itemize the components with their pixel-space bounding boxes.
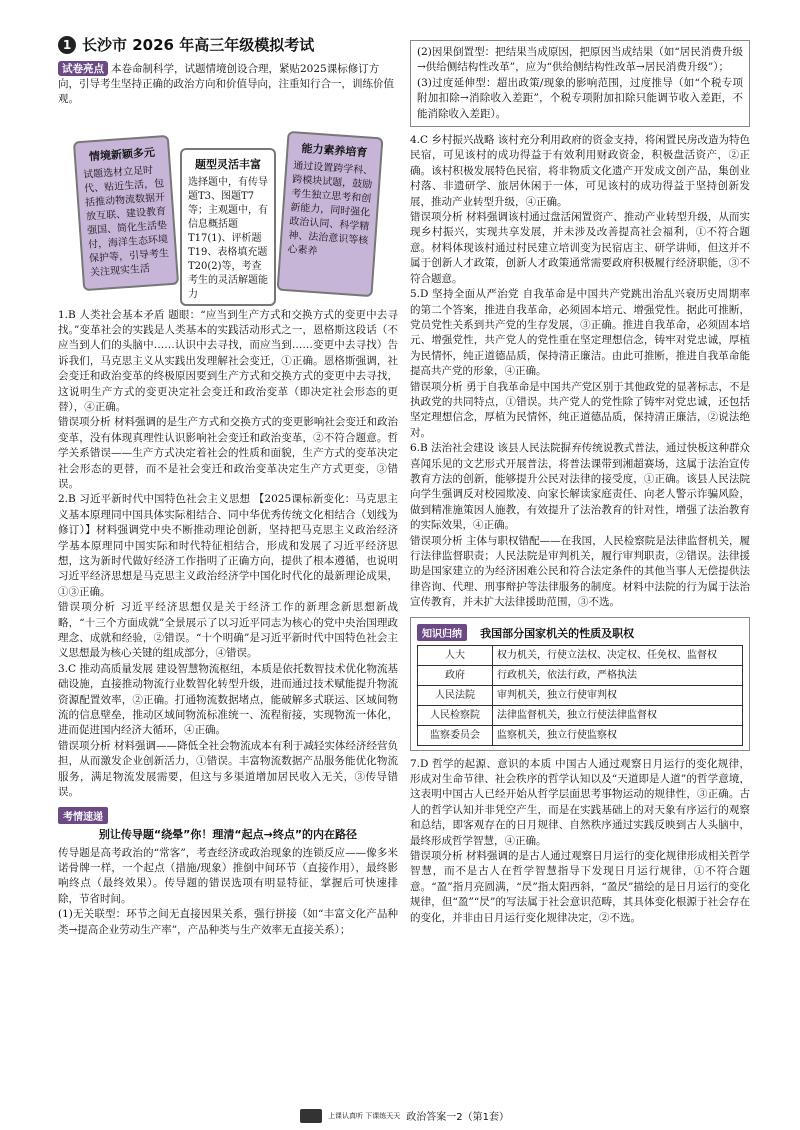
answer-7-error-analysis: 错误项分析 材料强调的是古人通过观察日月运行的变化规律形成相关哲学智慧，而不是古人在哲学智慧指导下发现日月运行规律，①不符合题意。“盈”指月亮圆满，“昃”指太阳西斜，“盈昃”描绘的是日月运行的变化规律，但“盈”“昃”的写法属于社会意识范畴，其具体变化根源于社会存在的变化，并非由日月运行变化规律决定，②不选。 bbox=[410, 850, 750, 924]
card-body: 通过设置跨学科、跨模块试题，鼓励考生独立思考和创新能力，同时强化政治认同、科学精神、法治意识等核心素养 bbox=[287, 159, 374, 257]
table-row bbox=[418, 645, 743, 665]
feature-card bbox=[180, 148, 276, 306]
card-body: 试题选材立足时代、贴近生活，包括推动物流数据开放互联、建设教育强国、简化生活垫付，海洋生态环境保护等，引导考生关注现实生活 bbox=[82, 164, 170, 279]
exam-title: 长沙市 2026 年高三年级模拟考试 bbox=[82, 36, 315, 54]
table-cell: 审判机关，独立行使审判权 bbox=[493, 685, 743, 705]
feature-cards bbox=[58, 118, 398, 308]
speed-tag: 考情速递 bbox=[58, 807, 108, 824]
answer-2-error-analysis: 错误项分析 习近平经济思想仅是关于经济工作的新理念新思想新战略，“十三个方面成就”全景展示了以习近平同志为核心的党中央治国理政理念、成就和经验，②错误。“十个明确”是习近平新时代中国特色社会主义思想最为核心关键的组成部分，④错误。 bbox=[58, 601, 398, 660]
answer-7: 7.D 哲学的起源、意识的本质 中国古人通过观察日月运行的变化规律，形成对生命节律、社会秩序的哲学认知以及“天道即是人道”的哲学意境，这表明中国古人已经开始从哲学层面思考事物运动的规律性，③正确。古人的哲学认知并非凭空产生，而是在实践基础上的对天象有序运行的观察和总结，即客观存在的日月规律、自然秩序通过实践反映到古人头脑中，最终形成哲学智慧，④正确。 bbox=[410, 757, 750, 847]
table-row bbox=[418, 705, 743, 725]
answer-6-error-analysis: 错误项分析 主体与职权错配——在我国，人民检察院是法律监督机关，履行法律监督职责；人民法院是审判机关，履行审判职责，②错误。法律援助是国家建立的为经济困难公民和符合法定条件的其他当事人无偿提供法律咨询、代理、刑事辩护等法律服务的制度。材料中法院的行为属于法治宣传教育，并未扩大法律援助范围，③不选。 bbox=[410, 534, 750, 609]
answer-6: 6.B 法治社会建设 该县人民法院摒弃传统说教式普法，通过快板这种群众喜闻乐见的文艺形式开展普法，将普法课带到湘超赛场，这属于法治宣传教育方法的创新，能够提升公民对法律的接受度，①正确。该县人民法院向学生强调反对校园欺凌、向家长解读家庭责任、向老人警示诈骗风险，做到精准施策因人施教，有效提升了法治教育的针对性，增强了法治教育的实际效果，④正确。 bbox=[410, 442, 750, 532]
intro-text: 本卷命制科学，试题情境创设合理，紧贴2025课标修订方向，引导考生坚持正确的政治方向和价值导向，注重知行合一，训练价值观。 bbox=[58, 63, 394, 105]
speed-section bbox=[58, 805, 398, 938]
card-title: 能力素养培育 bbox=[301, 141, 368, 159]
exam-number-badge: 1 bbox=[58, 36, 76, 54]
table-cell: 行政机关，依法行政，严格执法 bbox=[493, 665, 743, 685]
answer-3: 3.C 推动高质量发展 建设智慧物流枢纽，本质是依托数智技术优化物流基础设施，直接推动物流行业数智化转型升级，进而通过技术赋能提升物流资源配置效率，②正确。打通物流数据堵点，能破解多式联运、区域间物流的信息壁垒，推动区域间物流标准统一、流程衔接，实现物流一体化，进而促进国内经济大循环，④正确。 bbox=[58, 662, 398, 737]
table-cell: 监察机关，独立行使监察权 bbox=[493, 725, 743, 745]
table-cell: 人民检察院 bbox=[418, 705, 493, 725]
table-cell: 政府 bbox=[418, 665, 493, 685]
answer-2: 2.B 习近平新时代中国特色社会主义思想 【2025课标新变化：马克思主义基本原理同中国具体实际相结合、同中华优秀传统文化相结合（划线为修订）】材料强调党中央不断推动理论创新，坚持把马克思主义政治经济学基本原理同中国实际和时代特征相结合，形成和发展了习近平经济思想，这为新时代做好经济工作指明了正确方向，提供了根本遵循，也说明习近平经济思想是马克思主义政治经济学中国化时代化的最新理论成果，①③正确。 bbox=[58, 493, 398, 598]
left-column bbox=[58, 0, 398, 938]
publisher-logo-icon bbox=[300, 1109, 322, 1123]
footer-page-label: 政治答案一2（第1套） bbox=[406, 1112, 509, 1123]
answer-4-error-analysis: 错误项分析 材料强调该村通过盘活闲置资产、推动产业转型升级，从而实现乡村振兴，实现共享发展，并未涉及改善提高社会福利，①不符合题意。材料体现该村通过村民建立培训变为民宿店主、研学讲师，但这并不属于创新人才政策，创新人才政策通常需要政府积极履行经济职能，③不符合题意。 bbox=[410, 211, 750, 285]
highlight-tag: 试卷亮点 bbox=[58, 61, 108, 76]
knowledge-box bbox=[410, 617, 750, 751]
knowledge-tag: 知识归纳 bbox=[417, 624, 467, 641]
speed-paragraph: 传导题是高考政治的“常客”，考查经济或政治现象的连锁反应——像多米诺骨牌一样，一个起点（措施/现象）推倒中间环节（直接作用），最终影响终点（最终效果）。传导题的错误选项有明显特征，掌握后可快速排除，节省时间。 bbox=[58, 846, 398, 905]
exam-header bbox=[58, 34, 398, 55]
speed-point-1: (1)无关联型：环节之间无直接因果关系，强行拼接（如“丰富文化产品种类→提高企业劳动生产率”，产品种类与生产效率无直接关系）； bbox=[58, 908, 398, 936]
table-cell: 法律监督机关，独立行使法律监督权 bbox=[493, 705, 743, 725]
feature-card bbox=[73, 134, 179, 290]
answer-1: 1.B 人类社会基本矛盾 题眼：“应当到生产方式和交换方式的变更中去寻找。”变革社会的实践是人类基本的实践活动形式之一，恩格斯这段话（不应当到人们的头脑中……认识中去寻找，而应当到……变更中去寻找）告诉我们，马克思主义从实践出发理解社会变迁，①正确。恩格斯强调，社会变迁和政治变革的终极原因要到生产方式和交换方式的变更中去寻找，这说明生产方式的变更决定社会变迁和政治变革（即决定社会形态的更替），④正确。 bbox=[58, 308, 398, 413]
speed-continued-box bbox=[410, 40, 750, 127]
speed-point-2: (2)因果倒置型：把结果当成原因，把原因当成结果（如“居民消费升级→供给侧结构性改革”，应为“供给侧结构性改革→居民消费升级”）； bbox=[417, 46, 743, 74]
answer-1-error-analysis: 错误项分析 材料强调的是生产方式和交换方式的变更影响社会变迁和政治变革，没有体现真理性认识影响社会变迁和政治变革，②不符合题意。哲学关系错误——生产方式决定着社会的性质和面貌，生产方式的变革决定社会形态的更替，而不是社会变迁和政治变革决定生产方式更变，③错误。 bbox=[58, 416, 398, 490]
table-row bbox=[418, 685, 743, 705]
table-title: 我国部分国家机关的性质及职权 bbox=[480, 626, 635, 640]
feature-card bbox=[277, 130, 384, 296]
organ-table bbox=[417, 645, 743, 746]
table-row bbox=[418, 725, 743, 745]
answer-5-error-analysis: 错误项分析 勇于自我革命是中国共产党区别于其他政党的显著标志，不是执政党的共同特点，①错误。共产党人的党性除了铸牢对党忠诚，还包括坚定理想信念，厚植为民情怀，纯正道德品质，保持清正廉洁，②说法绝对。 bbox=[410, 380, 750, 439]
table-cell: 人民法院 bbox=[418, 685, 493, 705]
card-body: 选择题中，有传导题T3、图题T7等；主观题中，有信息概括题T17(1)、评析题T19、表格填充题T20(2)等，考查考生的灵活解题能力 bbox=[188, 176, 268, 300]
right-column bbox=[410, 0, 750, 926]
intro-paragraph bbox=[58, 61, 398, 107]
card-title: 情境新颖多元 bbox=[88, 145, 156, 163]
footer-brand: 上课认真听 下课练天天 bbox=[328, 1111, 401, 1120]
table-cell: 人大 bbox=[418, 645, 493, 665]
table-cell: 权力机关，行使立法权、决定权、任免权、监督权 bbox=[493, 645, 743, 665]
table-row bbox=[418, 665, 743, 685]
answer-5: 5.D 坚持全面从严治党 自我革命是中国共产党跳出治乱兴衰历史周期率的第二个答案，推进自我革命，必须固本培元、增强党性。据此可推断，党员党性关系到共产党的生存发展，③正确。推进自我革命，必须固本培元、增强党性，共产党人的党性重在坚定理想信念，铸牢对党忠诚，厚植为民情怀，纯正道德品质，保持清正廉洁。由此可推断，推进自我革命能提高共产党的形象，④正确。 bbox=[410, 288, 750, 378]
answer-3-error-analysis: 错误项分析 材料强调——降低全社会物流成本有利于减轻实体经济经营负担，从而激发企业创新活力，①错误。丰富物流数据产品服务能优化物流服务，满足物流发展需要，但这与多渠道增加居民收入无关，③传导错误。 bbox=[58, 739, 398, 799]
card-title: 题型灵活丰富 bbox=[195, 157, 261, 171]
answer-4: 4.C 乡村振兴战略 该村充分利用政府的资金支持，将闲置民房改造为特色民宿，可见该村的成功得益于有效利用财政资金，积极盘活资产，②正确。该村积极发展特色民宿，将非物质文化遗产开发成文创产品，集创业村落、非遗研学、旅居休闲于一体，可见该村的成功得益于坚持创新发展，推动产业转型升级，④正确。 bbox=[410, 134, 750, 208]
page-footer bbox=[300, 1108, 509, 1123]
speed-point-3: (3)过度延伸型：超出政策/现象的影响范围，过度推导（如“个税专项附加扣除→消除收入差距”，个税专项附加扣除只能调节收入差距，不能消除收入差距）。 bbox=[417, 76, 743, 120]
speed-title: 别让传导题“绕晕”你！理清“起点→终点”的内在路径 bbox=[98, 827, 358, 841]
table-cell: 监察委员会 bbox=[418, 725, 493, 745]
